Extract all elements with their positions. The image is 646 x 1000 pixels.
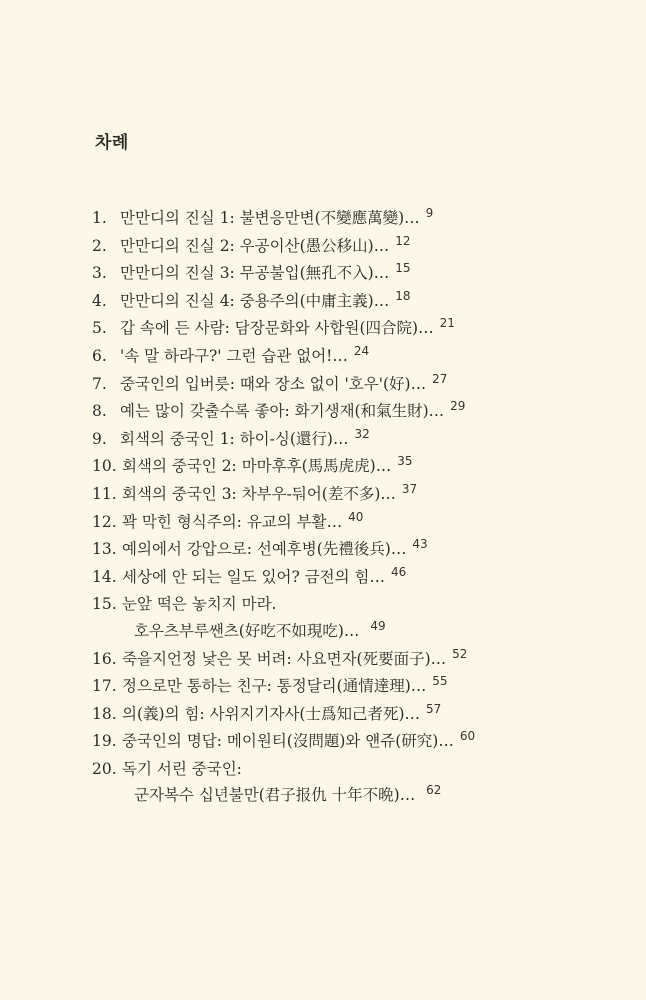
toc-item-number: 19. (92, 732, 117, 751)
toc-item-page: 43 (412, 537, 428, 552)
toc-item-title: 정으로만 통하는 친구: 통정달리(通情達理)… (122, 677, 427, 696)
toc-item-number: 16. (92, 649, 117, 668)
toc-item (92, 591, 612, 645)
toc-item-title: 의(義)의 힘: 사위지기자사(士爲知己者死)… (122, 704, 421, 723)
toc-item (92, 509, 612, 537)
toc-item-continuation-text: 호우츠부루쌘츠(好吃不如現吃)… (134, 621, 360, 640)
toc-item-title: 죽을지언정 낯은 못 버려: 사요면자(死要面子)… (122, 649, 447, 668)
toc-item-page: 24 (353, 343, 370, 358)
toc-item-number: 1. (92, 209, 107, 227)
toc-item-title: 갑 속에 든 사람: 담장문화와 사합원(四合院)… (120, 319, 434, 338)
toc-item-continuation (92, 782, 612, 810)
toc-item (92, 426, 612, 454)
toc-item-page: 21 (439, 316, 455, 331)
toc-item-page: 29 (450, 399, 466, 414)
table-of-contents (92, 205, 612, 810)
toc-item (92, 398, 612, 426)
toc-item-number: 20. (92, 759, 117, 778)
toc-item-title: 중국인의 명답: 메이원티(沒問題)와 얜쥬(研究)… (122, 732, 454, 751)
toc-item (92, 646, 612, 674)
toc-item-page: 60 (459, 729, 476, 744)
toc-item-page: 15 (395, 261, 411, 276)
toc-item (92, 205, 612, 233)
toc-item-title: 눈앞 떡은 놓치지 마라. (122, 595, 277, 614)
toc-item-page: 52 (452, 646, 468, 661)
toc-item-page: 27 (432, 371, 448, 386)
toc-item-page: 32 (354, 426, 370, 441)
toc-item-page: 18 (395, 288, 411, 303)
toc-item (92, 756, 612, 810)
toc-item (92, 728, 612, 756)
toc-item (92, 233, 612, 261)
toc-item (92, 564, 612, 592)
toc-item-number: 3. (92, 264, 107, 283)
toc-item-number: 5. (92, 319, 107, 338)
toc-item-page: 49 (370, 618, 386, 633)
toc-item-title: 만만디의 진실 1: 불변응만변(不變應萬變)… (120, 209, 420, 227)
toc-item-title: 회색의 중국인 3: 차부우-둬어(差不多)… (122, 484, 396, 503)
toc-item-continuation (92, 618, 612, 646)
toc-item-title: 회색의 중국인 2: 마마후후(馬馬虎虎)… (122, 457, 392, 476)
toc-item (92, 673, 612, 701)
toc-item-title: 만만디의 진실 2: 우공이산(愚公移山)… (120, 236, 390, 255)
toc-item-number: 14. (92, 567, 117, 586)
toc-item-number: 4. (92, 291, 107, 310)
toc-item-page: 9 (425, 206, 434, 220)
toc-item-page: 35 (397, 454, 413, 469)
toc-item (92, 260, 612, 288)
toc-item (92, 536, 612, 564)
toc-item-number: 7. (92, 374, 107, 393)
toc-item (92, 343, 612, 371)
page-title: 차례 (95, 133, 129, 153)
toc-item-number: 10. (92, 457, 117, 476)
toc-item-page: 37 (401, 481, 418, 496)
toc-item-page: 55 (432, 674, 448, 689)
toc-item (92, 453, 612, 481)
toc-item (92, 701, 612, 729)
toc-item-page: 40 (348, 509, 364, 524)
toc-item-title: 중국인의 입버릇: 때와 장소 없이 '호우'(好)… (120, 374, 427, 393)
toc-item-title: 예의에서 강압으로: 선예후병(先禮後兵)… (122, 540, 407, 559)
toc-item-title: 만만디의 진실 4: 중용주의(中庸主義)… (120, 291, 390, 310)
toc-item-number: 12. (92, 512, 117, 531)
toc-item-number: 13. (92, 540, 117, 559)
toc-item-title: 꽉 막힌 형식주의: 유교의 부활… (122, 512, 343, 531)
toc-item-title: 회색의 중국인 1: 하이-싱(還行)… (120, 429, 349, 448)
toc-item-page: 57 (426, 701, 442, 716)
toc-item-number: 18. (92, 704, 117, 723)
toc-item-number: 8. (92, 402, 107, 421)
toc-item-number: 17. (92, 677, 117, 696)
toc-item-number: 6. (92, 346, 107, 365)
toc-item-number: 9. (92, 429, 107, 448)
toc-item-page: 46 (391, 564, 407, 579)
toc-item-number: 2. (92, 236, 107, 255)
toc-item-title: 예는 많이 갖출수록 좋아: 화기생재(和氣生財)… (120, 402, 445, 421)
toc-item-title: 만만디의 진실 3: 무공불입(無孔不入)… (120, 264, 390, 283)
toc-item-number: 11. (92, 484, 117, 503)
toc-item (92, 371, 612, 399)
toc-item-title: 세상에 안 되는 일도 있어? 금전의 힘… (122, 567, 385, 586)
toc-item-number: 15. (92, 595, 117, 614)
toc-item (92, 288, 612, 316)
toc-item-title: 독기 서린 중국인: (122, 759, 242, 778)
toc-item (92, 315, 612, 343)
toc-item-page: 62 (426, 783, 442, 798)
toc-item-title: '속 말 하라구?' 그런 습관 없어!… (120, 346, 348, 365)
toc-item-continuation-text: 군자복수 십년불만(君子报仇 十年不晩)… (134, 786, 416, 805)
toc-item-page: 12 (395, 233, 411, 248)
